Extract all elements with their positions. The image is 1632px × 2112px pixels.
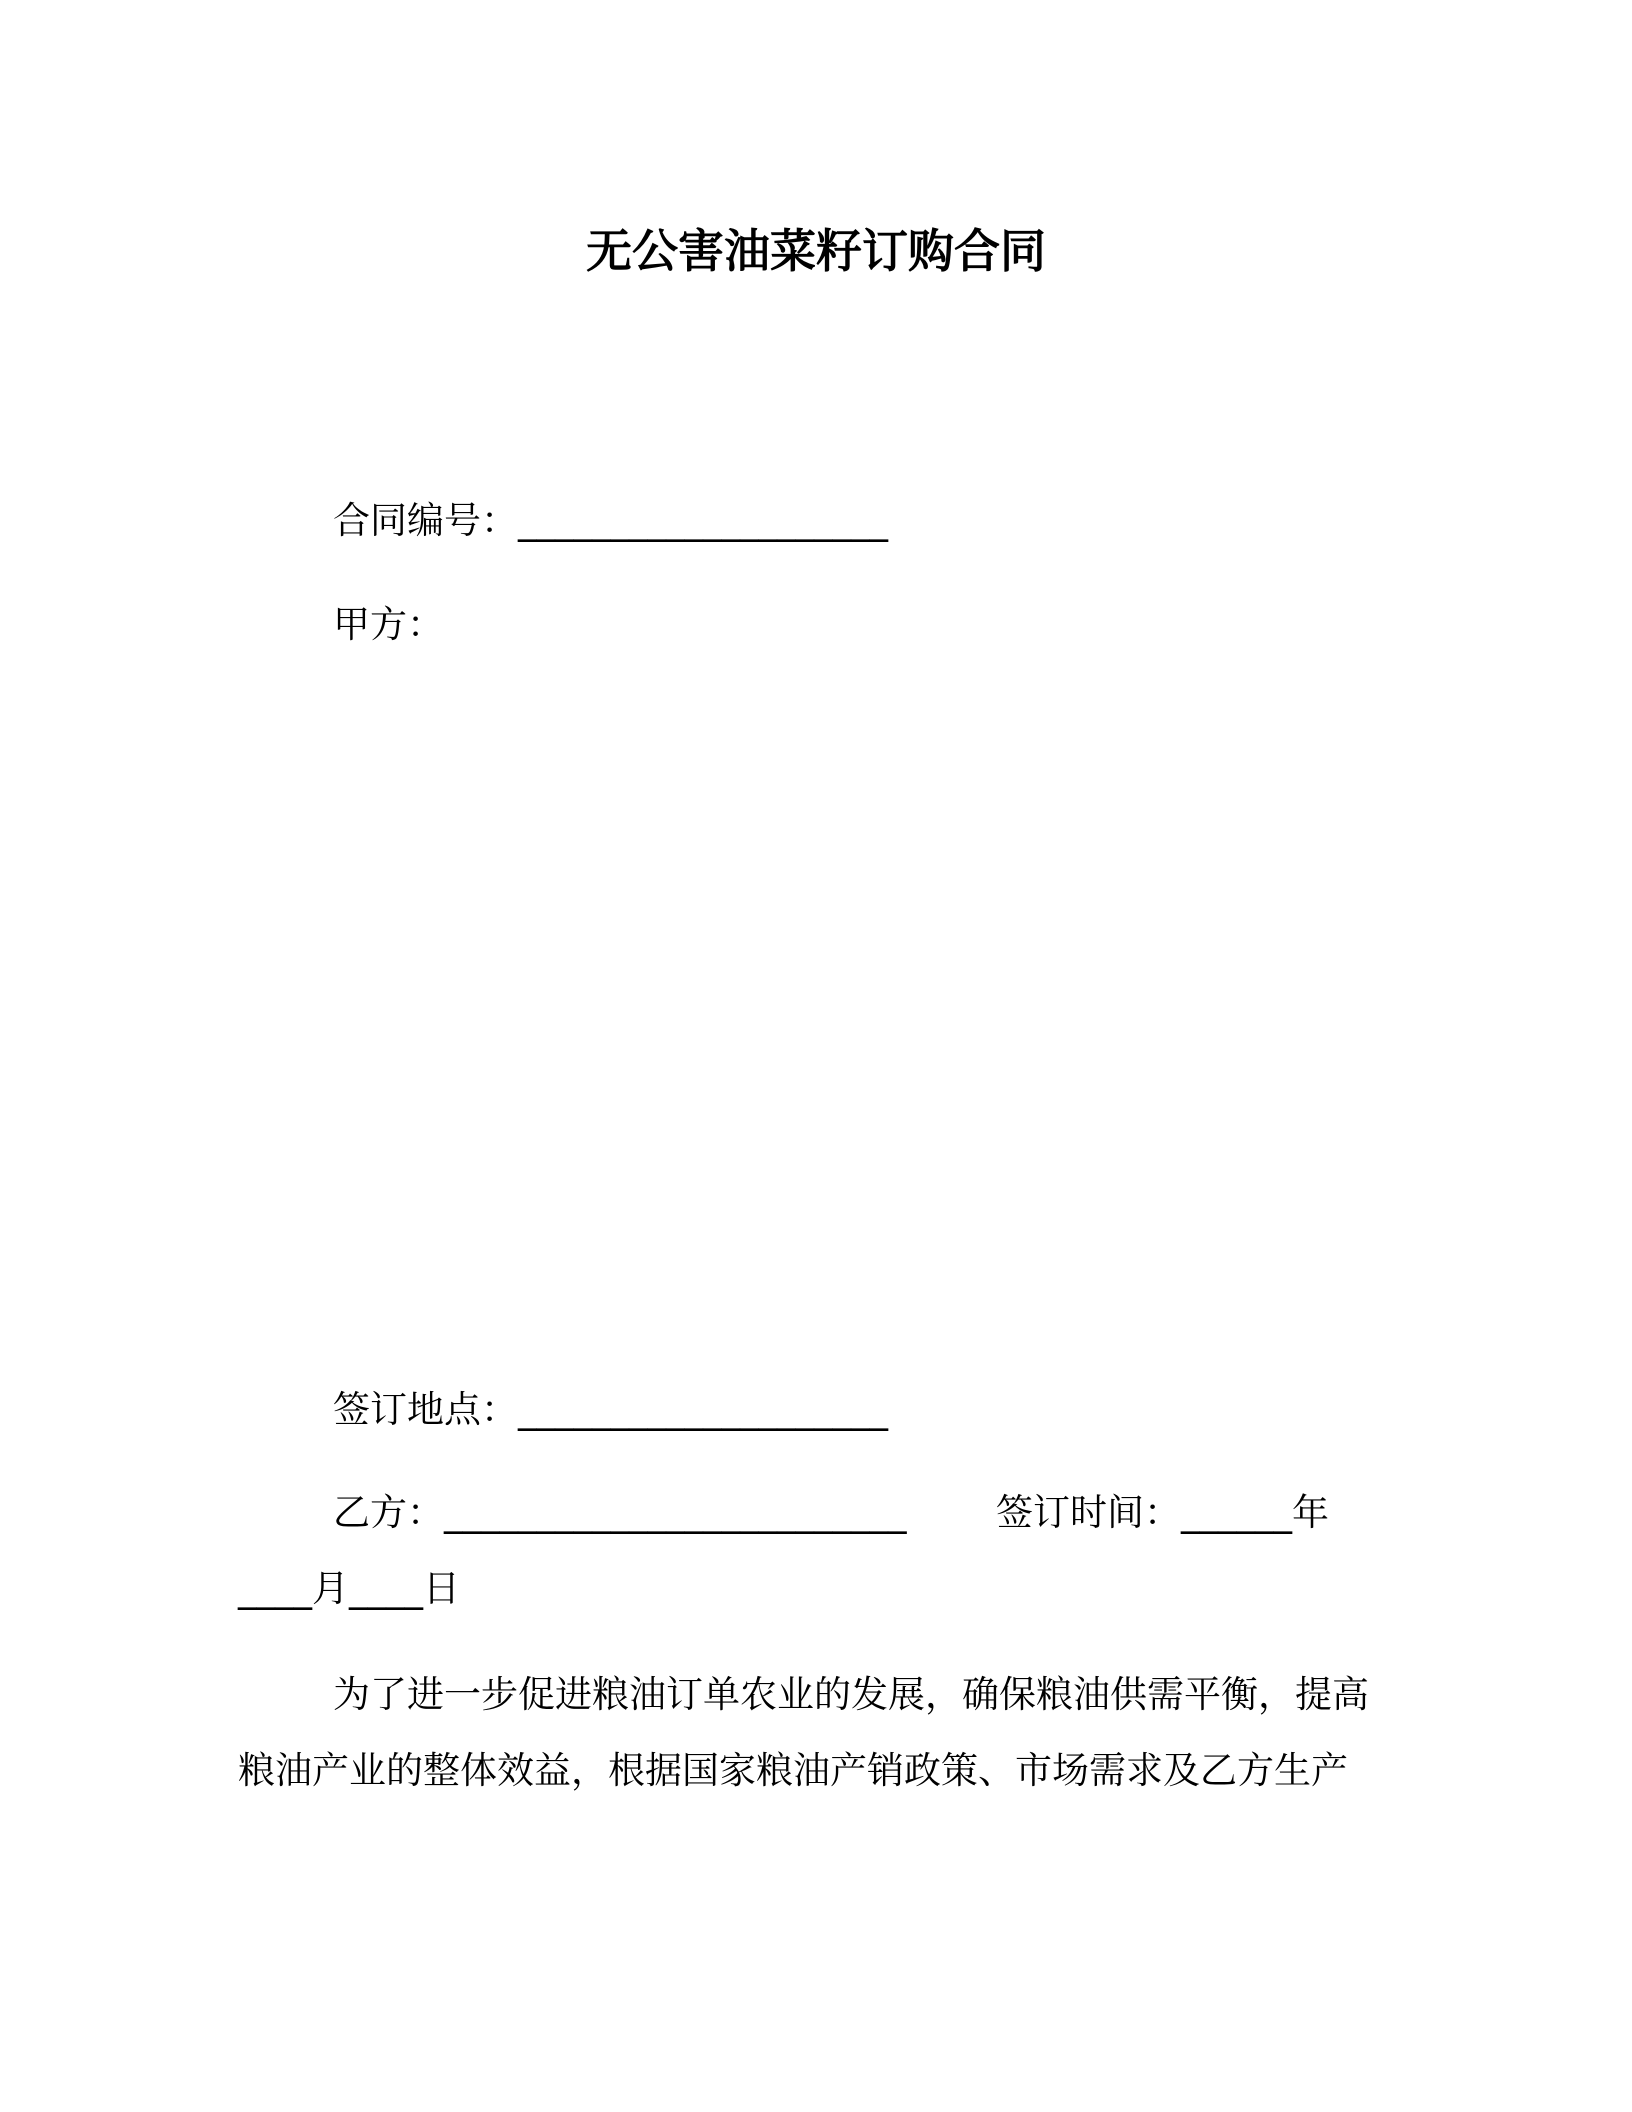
paragraph-line-2: 粮油产业的整体效益，根据国家粮油产销政策、市场需求及乙方生产 xyxy=(238,1749,1348,1792)
paragraph-line-1: 为了进一步促进粮油订单农业的发展，确保粮油供需平衡，提高 xyxy=(333,1673,1369,1716)
contract-number-line: 合同编号：____________________ xyxy=(333,499,888,542)
document-title: 无公害油菜籽订购合同 xyxy=(586,224,1046,278)
signing-date-continuation: ____月____日 xyxy=(238,1567,460,1610)
party-b-line: 乙方：_________________________ xyxy=(333,1491,907,1534)
party-a-label: 甲方： xyxy=(333,603,444,646)
signing-time-line: 签订时间：______年 xyxy=(996,1491,1329,1534)
signing-place-line: 签订地点：____________________ xyxy=(333,1388,888,1431)
